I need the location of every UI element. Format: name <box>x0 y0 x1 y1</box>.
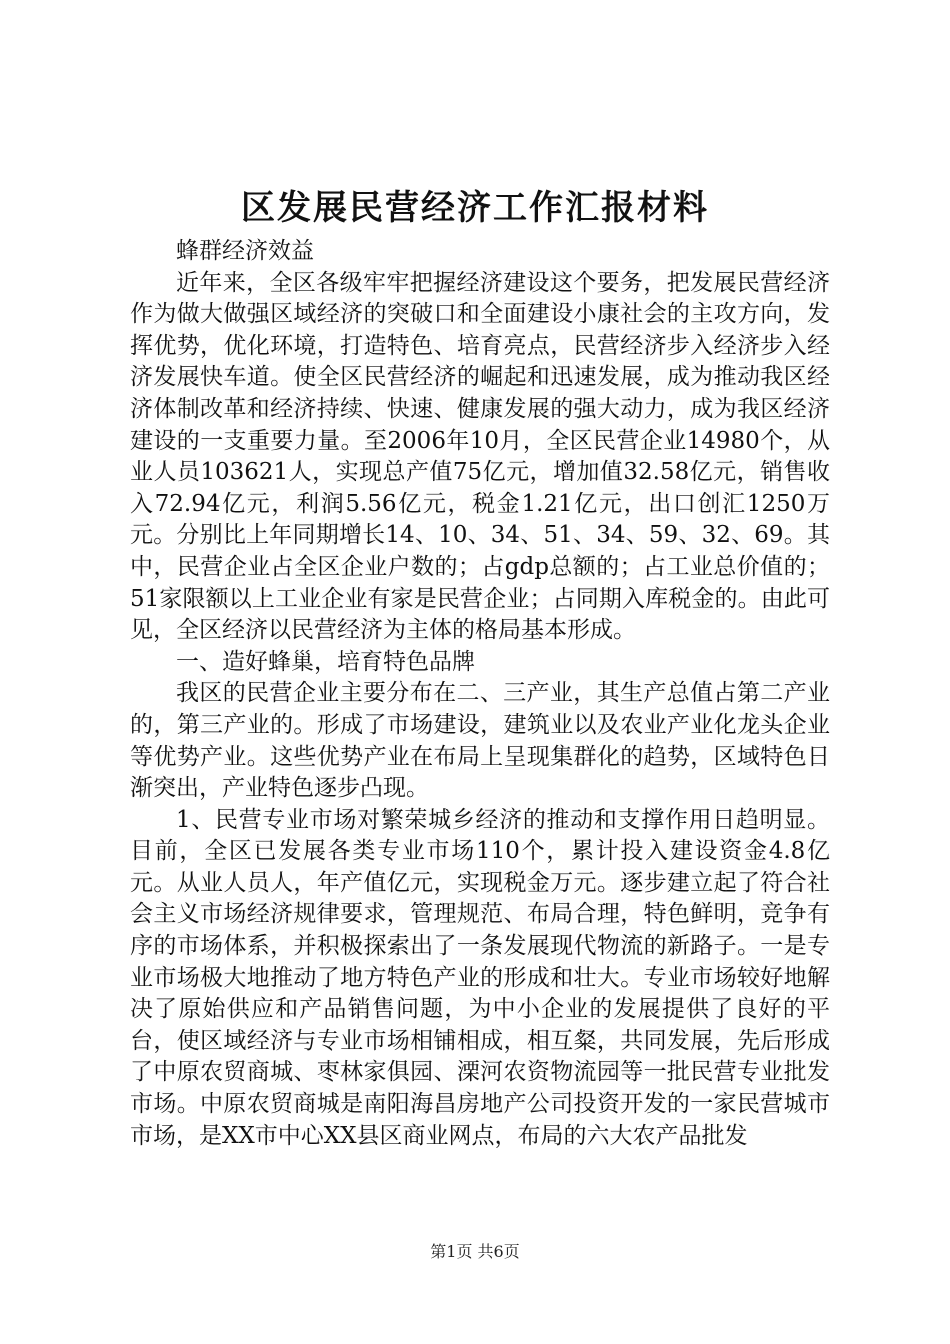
document-title: 区发展民营经济工作汇报材料 <box>241 188 709 228</box>
paragraph-subheading: 蜂群经济效益 <box>176 238 314 264</box>
paragraph-industry: 我区的民营企业主要分布在二、三产业，其生产总值占第二产业的，第三产业的。形成了市场建设，建筑业以及农业产业化龙头企业等优势产业。这些优势产业在布局上呈现集群化的趋势，区域特色日渐突出，产业特色逐步凸现。 <box>130 680 830 802</box>
document-body <box>130 236 830 1152</box>
paragraph-markets: 1、民营专业市场对繁荣城乡经济的推动和支撑作用日趋明显。目前，全区已发展各类专业市场110个，累计投入建设资金4.8亿元。从业人员人，年产值亿元，实现税金万元。逐步建立起了符合社会主义市场经济规律要求，管理规范、布局合理，特色鲜明，竞争有序的市场体系，并积极探索出了一条发展现代物流的新路子。一是专业市场极大地推动了地方特色产业的形成和壮大。专业市场较好地解决了原始供应和产品销售问题，为中小企业的发展提供了良好的平台，使区域经济与专业市场相铺相成，相互粲，共同发展，先后形成了中原农贸商城、枣林家俱园、溧河农资物流园等一批民营专业批发市场。中原农贸商城是南阳海昌房地产公司投资开发的一家民营城市市场，是XX市中心XX县区商业网点，布局的六大农产品批发 <box>130 806 830 1149</box>
section-heading-1: 一、造好蜂巢，培育特色品牌 <box>176 648 475 675</box>
paragraph-overview: 近年来，全区各级牢牢把握经济建设这个要务，把发展民营经济作为做大做强区域经济的突破口和全面建设小康社会的主攻方向，发挥优势，优化环境，打造特色、培育亮点，民营经济步入经济步入经济发展快车道。使全区民营经济的崛起和迅速发展，成为推动我区经济体制改革和经济持续、快速、健康发展的强大动力，成为我区经济建设的一支重要力量。至2006年10月，全区民营企业14980个，从业人员103621人，实现总产值75亿元，增加值32.58亿元，销售收入72.94亿元，利润5.56亿元，税金1.21亿元，出口创汇1250万元。分别比上年同期增长14、10、34、51、34、59、32、69。其中，民营企业占全区企业户数的；占gdp总额的；占工业总价值的；51家限额以上工业企业有家是民营企业；占同期入库税金的。由此可见，全区经济以民营经济为主体的格局基本形成。 <box>130 269 830 644</box>
page-number-footer: 第1页 共6页 <box>430 1242 520 1261</box>
